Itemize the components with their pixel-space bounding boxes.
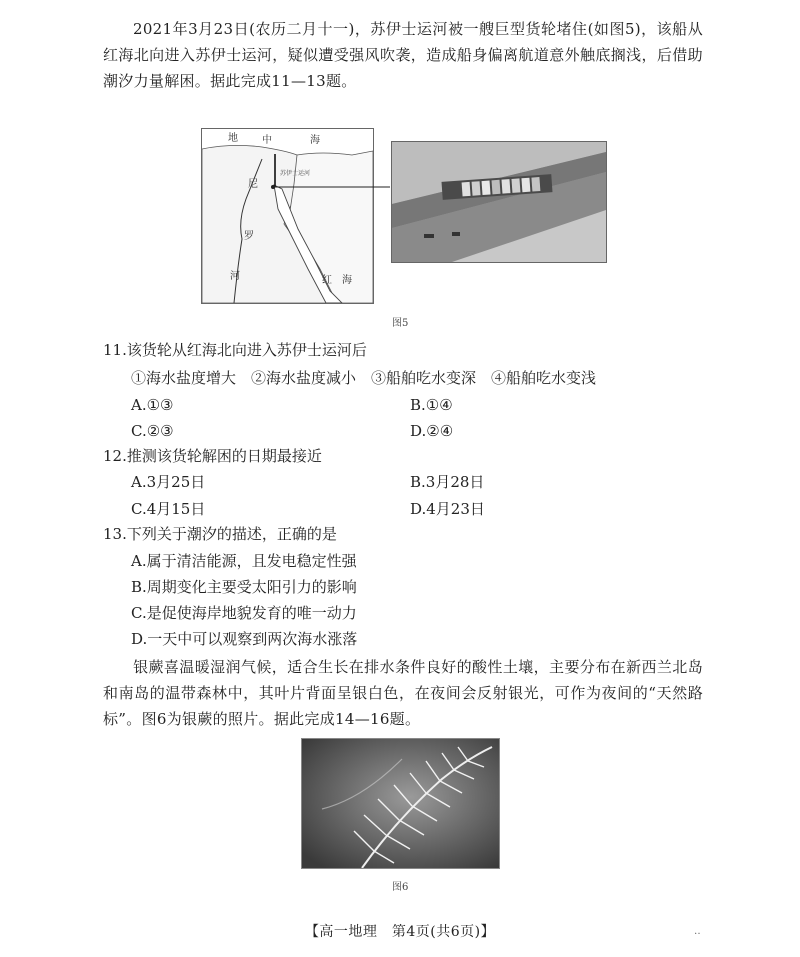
q13-option-a: A.属于清洁能源，且发电稳定性强 (131, 552, 357, 570)
map-label-nile-3: 河 (230, 271, 240, 282)
silver-fern-photo (301, 738, 500, 869)
page-footer: 【高一地理 第4页(共6页)】 (304, 924, 496, 940)
silver-fern-drawing (302, 739, 499, 868)
ship-photo-drawing (392, 142, 606, 262)
map-label-red-sea-2: 海 (342, 275, 352, 286)
q11-items: ①海水盐度增大 ②海水盐度减小 ③船舶吃水变深 ④船舶吃水变浅 (131, 369, 597, 387)
q12-option-a: A.3月25日 (131, 473, 206, 491)
figure6-caption: 图6 (392, 882, 409, 893)
intro-paragraph-1-text: 2021年3月23日(农历二月十一)，苏伊士运河被一艘巨型货轮堵住(如图5)，该船从红海北向进入苏伊士运河，疑似遭受强风吹袭，造成船身偏离航道意外触底搁浅，后借助潮汐力量解困。据此完成11—13题。 (103, 20, 703, 90)
q13-option-c: C.是促使海岸地貌发育的唯一动力 (131, 604, 357, 622)
q11-option-a: A.①③ (131, 396, 174, 414)
map-label-red-sea-1: 红 (322, 275, 332, 286)
intro-paragraph-2 (103, 654, 703, 732)
q12-stem: 12.推测该货轮解困的日期最接近 (103, 447, 322, 465)
q11-option-b: B.①④ (410, 396, 453, 414)
map-label-canal: 苏伊士运河 (280, 170, 311, 177)
ship-photo (391, 141, 607, 263)
q11-option-c: C.②③ (131, 422, 174, 440)
corner-mark: ‥ (694, 926, 701, 937)
suez-map (202, 129, 373, 303)
callout-pointer (270, 180, 395, 192)
map-label-mediterranean-2: 中 (262, 135, 272, 146)
q13-option-b: B.周期变化主要受太阳引力的影响 (131, 578, 357, 596)
figure5-caption: 图5 (392, 318, 409, 329)
q12-option-c: C.4月15日 (131, 500, 206, 518)
q11-stem: 11.该货轮从红海北向进入苏伊士运河后 (103, 341, 367, 359)
intro-paragraph-1 (103, 16, 703, 94)
tug-boat-2 (452, 232, 460, 236)
tug-boat-1 (424, 234, 434, 238)
q12-option-d: D.4月23日 (410, 500, 485, 518)
suez-map-figure (201, 128, 374, 304)
map-label-mediterranean-3: 海 (310, 135, 320, 146)
q11-option-d: D.②④ (410, 422, 454, 440)
map-label-mediterranean-1: 地 (228, 133, 238, 144)
q13-option-d: D.一天中可以观察到两次海水涨落 (131, 630, 358, 648)
map-label-nile-1: 尼 (248, 179, 258, 190)
q12-option-b: B.3月28日 (410, 473, 485, 491)
map-label-nile-2: 罗 (244, 231, 254, 242)
q13-stem: 13.下列关于潮汐的描述，正确的是 (103, 525, 337, 543)
intro-paragraph-2-text: 银蕨喜温暖湿润气候，适合生长在排水条件良好的酸性土壤，主要分布在新西兰北岛和南岛的温带森林中，其叶片背面呈银白色，在夜间会反射银光，可作为夜间的“天然路标”。图6为银蕨的照片。据此完成14—16题。 (103, 658, 703, 728)
